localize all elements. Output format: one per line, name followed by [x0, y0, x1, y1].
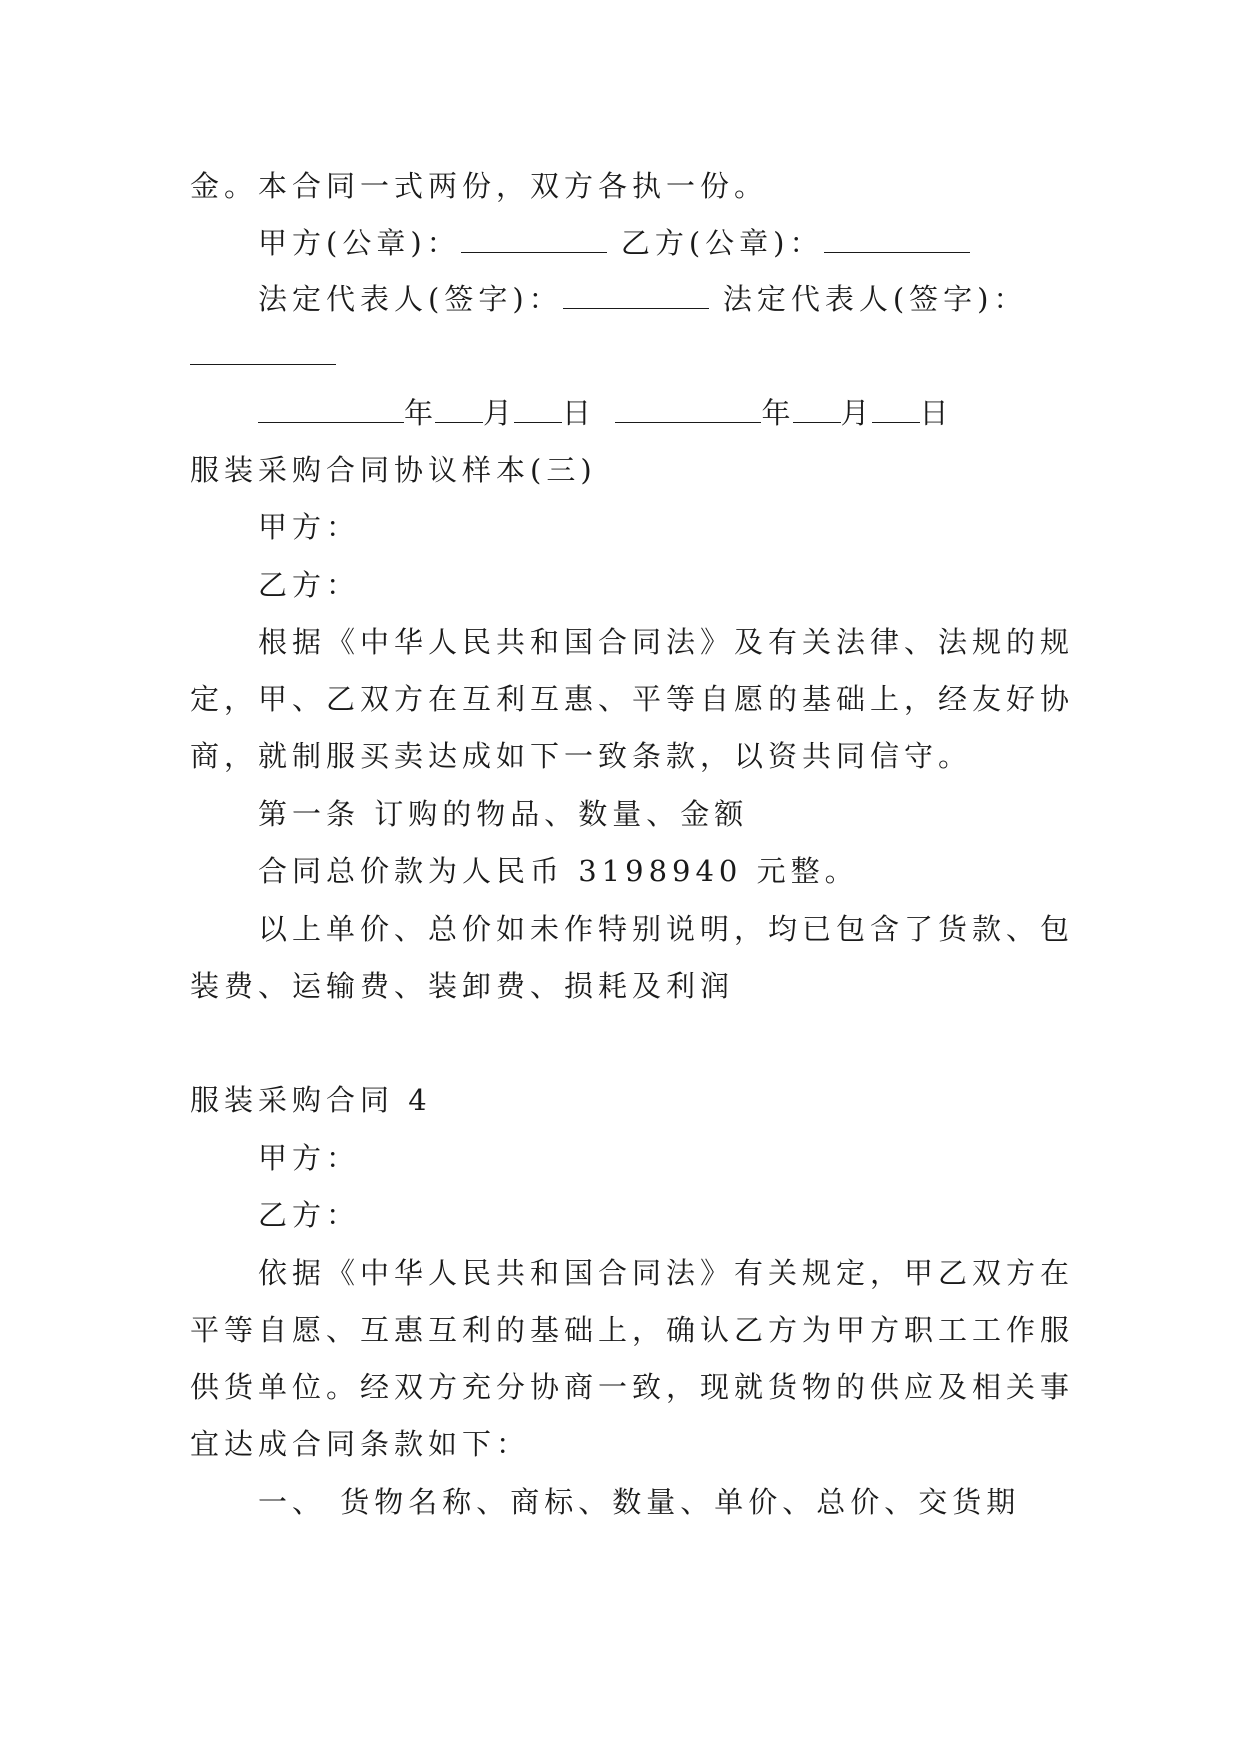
date-line — [258, 392, 1128, 433]
party-b-seal-label: 乙方(公章)： — [620, 226, 824, 260]
text-line: 定，甲、乙双方在互利互惠、平等自愿的基础上，经友好协 — [190, 682, 1075, 716]
party-a-rep-blank[interactable] — [563, 278, 709, 309]
party-b-day-blank[interactable] — [872, 392, 920, 423]
party-b-label: 乙方： — [258, 1198, 361, 1232]
party-b-year-blank[interactable] — [615, 392, 761, 423]
text-line: 宜达成合同条款如下： — [190, 1427, 531, 1461]
party-a-month-blank[interactable] — [435, 392, 483, 423]
article-heading: 第一条 订购的物品、数量、金额 — [258, 797, 749, 831]
party-b-month-blank[interactable] — [793, 392, 841, 423]
party-b-rep-label: 法定代表人(签字)： — [722, 282, 1028, 316]
text-line: 根据《中华人民共和国合同法》及有关法律、法规的规 — [258, 625, 1075, 659]
party-b-seal-blank[interactable] — [824, 222, 970, 253]
section-heading: 服装采购合同协议样本(三) — [190, 453, 597, 487]
text-line: 金。本合同一式两份，双方各执一份。 — [190, 169, 769, 203]
party-a-label: 甲方： — [258, 510, 361, 544]
day-label: 日 — [562, 396, 594, 430]
text-line: 以上单价、总价如未作特别说明，均已包含了货款、包 — [258, 912, 1075, 946]
month-label: 月 — [840, 396, 872, 430]
year-label: 年 — [761, 396, 793, 430]
section-heading: 服装采购合同 4 — [190, 1083, 432, 1117]
total-price-line: 合同总价款为人民币 3198940 元整。 — [258, 854, 859, 888]
party-a-year-blank[interactable] — [258, 392, 404, 423]
month-label: 月 — [483, 396, 515, 430]
party-a-rep-label: 法定代表人(签字)： — [258, 282, 563, 316]
seal-signature-line — [258, 222, 1128, 263]
text-line: 平等自愿、互惠互利的基础上，确认乙方为甲方职工工作服 — [190, 1313, 1075, 1347]
text-line: 装费、运输费、装卸费、损耗及利润 — [190, 969, 735, 1003]
text-line: 依据《中华人民共和国合同法》有关规定，甲乙双方在 — [258, 1256, 1075, 1290]
year-label: 年 — [404, 396, 436, 430]
day-label: 日 — [919, 396, 951, 430]
representative-signature-line — [258, 278, 1128, 319]
party-b-rep-blank[interactable] — [190, 334, 336, 365]
party-a-seal-blank[interactable] — [461, 222, 607, 253]
party-a-day-blank[interactable] — [514, 392, 562, 423]
party-a-seal-label: 甲方(公章)： — [258, 226, 461, 260]
list-item: 一、 货物名称、商标、数量、单价、总价、交货期 — [258, 1485, 1021, 1519]
party-b-label: 乙方： — [258, 568, 361, 602]
text-line: 商，就制服买卖达成如下一致条款，以资共同信守。 — [190, 739, 973, 773]
party-b-rep-blank-line — [190, 334, 1060, 375]
text-line: 供货单位。经双方充分协商一致，现就货物的供应及相关事 — [190, 1370, 1075, 1404]
party-a-label: 甲方： — [258, 1141, 361, 1175]
